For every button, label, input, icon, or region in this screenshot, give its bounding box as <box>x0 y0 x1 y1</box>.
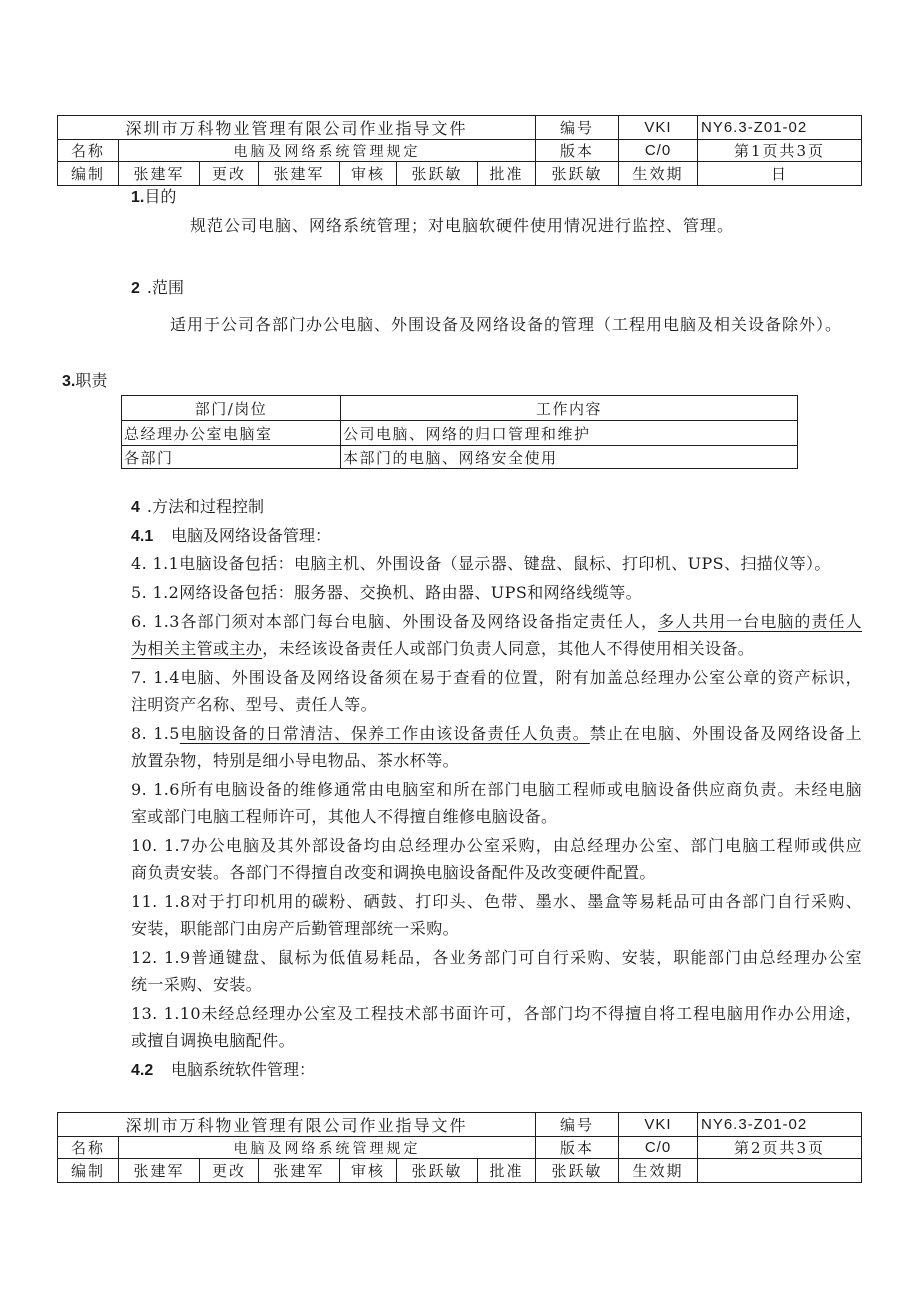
version-value: C/0 <box>619 1137 697 1158</box>
item-line <box>131 944 862 971</box>
effective-date-value: 日 <box>698 162 861 185</box>
underlined-text: 多人共用一台电脑的责任人 <box>658 612 862 631</box>
review-label: 审核 <box>340 162 396 185</box>
code-label: 编号 <box>536 1113 618 1136</box>
version-label: 版本 <box>536 1137 618 1158</box>
item-text: 室或部门电脑工程师许可，其他人不得擅自维修电脑设备。 <box>131 807 558 826</box>
responsibilities-table <box>121 395 798 469</box>
item-line <box>131 1027 862 1054</box>
document-header-table <box>57 115 862 186</box>
purpose-text: 规范公司电脑、网络系统管理；对电脑软硬件使用情况进行监控、管理。 <box>190 216 735 235</box>
item-line <box>131 550 862 577</box>
item-text: 10. 1.7办公电脑及其外部设备均由总经理办公室采购，由总经理办公室、部门电脑工程师或供应 <box>131 836 862 855</box>
list-item <box>131 608 862 662</box>
section-number: 2 <box>131 280 140 297</box>
code-value: NY6.3-Z01-02 <box>698 1113 861 1136</box>
company-title: 深圳市万科物业管理有限公司作业指导文件 <box>58 1113 535 1136</box>
item-text: 12. 1.9普通键盘、鼠标为低值易耗品，各业务部门可自行采购、安装，职能部门由总经理办公室 <box>131 948 862 967</box>
scope-text: 适用于公司各部门办公电脑、外围设备及网络设备的管理（工程用电脑及相关设备除外）。 <box>170 315 843 334</box>
item-line <box>131 832 862 859</box>
table-cell-duties: 本部门的电脑、网络安全使用 <box>341 446 797 468</box>
section-scope-heading <box>131 277 184 300</box>
underlined-text: 电脑设备的日常清洁、保养工作由该设备责任人负责。 <box>179 724 590 743</box>
section-methods-heading <box>131 496 264 519</box>
subsection-title: 电脑及网络设备管理： <box>171 526 332 545</box>
subsection-number: 4.2 <box>131 1062 154 1079</box>
compiled-label: 编制 <box>58 1159 118 1182</box>
effective-label: 生效期 <box>619 162 697 185</box>
code-label: 编号 <box>536 116 618 139</box>
item-text: 或擅自调换电脑配件。 <box>131 1031 296 1050</box>
list-item <box>131 1000 862 1054</box>
compiled-by: 张建军 <box>119 1159 199 1182</box>
code-prefix: VKI <box>619 1113 697 1136</box>
company-title: 深圳市万科物业管理有限公司作业指导文件 <box>58 116 535 139</box>
item-text: 4. 1.1电脑设备包括：电脑主机、外围设备（显示器、键盘、鼠标、打印机、UPS、扫描仪等）。 <box>131 554 831 573</box>
list-item <box>131 664 862 718</box>
item-text: 8. 1.5 <box>131 724 180 743</box>
table-cell-department: 各部门 <box>122 446 340 468</box>
section-number: 1. <box>131 189 145 206</box>
table-cell-department: 总经理办公室电脑室 <box>122 421 340 445</box>
underlined-text: 为相关主管或主办 <box>131 639 263 658</box>
item-line <box>131 664 862 691</box>
subsection-heading <box>131 525 331 548</box>
effective-date-value <box>698 1159 861 1182</box>
item-line <box>131 691 862 718</box>
item-text: 5. 1.2网络设备包括：服务器、交换机、路由器、UPS和网络线缆等。 <box>131 583 643 602</box>
item-line <box>131 720 862 747</box>
name-label: 名称 <box>58 140 118 161</box>
item-line <box>131 971 862 998</box>
item-text: 9. 1.6所有电脑设备的维修通常由电脑室和所在部门电脑工程师或电脑设备供应商负责。未经电脑 <box>131 780 862 799</box>
approved-by: 张跃敏 <box>536 1159 618 1182</box>
item-line <box>131 579 862 606</box>
item-text: 注明资产名称、型号、责任人等。 <box>131 695 378 714</box>
effective-label: 生效期 <box>619 1159 697 1182</box>
section-number: 4 <box>131 499 140 516</box>
item-line <box>131 888 862 915</box>
section-title: 目的 <box>144 187 177 206</box>
section-number: 3. <box>62 373 76 390</box>
document-name: 电脑及网络系统管理规定 <box>119 1137 535 1158</box>
item-line <box>131 635 862 662</box>
subsection-number: 4.1 <box>131 528 154 545</box>
section-title: .范围 <box>146 278 184 297</box>
item-line <box>131 776 862 803</box>
subsection-title: 电脑系统软件管理： <box>171 1060 316 1079</box>
page-number: 第2页共3页 <box>698 1137 861 1158</box>
table-cell-duties: 公司电脑、网络的归口管理和维护 <box>341 421 797 445</box>
item-text: 7. 1.4电脑、外围设备及网络设备须在易于查看的位置，附有加盖总经理办公室公章的资产标识， <box>131 668 862 687</box>
item-text: 禁止在电脑、外围设备及网络设备上 <box>589 724 862 743</box>
method-list <box>131 550 862 1054</box>
page-number: 第1页共3页 <box>698 140 861 161</box>
item-text: 11. 1.8对于打印机用的碳粉、硒鼓、打印头、色带、墨水、墨盒等易耗品可由各部门自行采购、 <box>131 892 862 911</box>
reviewed-by: 张跃敏 <box>397 162 477 185</box>
item-line <box>131 915 862 942</box>
code-prefix: VKI <box>619 116 697 139</box>
code-value: NY6.3-Z01-02 <box>698 116 861 139</box>
column-header-department: 部门/岗位 <box>122 396 340 420</box>
item-line <box>131 747 862 774</box>
document-name: 电脑及网络系统管理规定 <box>119 140 535 161</box>
changed-by: 张建军 <box>259 162 339 185</box>
list-item <box>131 776 862 830</box>
item-text: 商负责安装。各部门不得擅自改变和调换电脑设备配件及改变硬件配置。 <box>131 863 656 882</box>
list-item <box>131 944 862 998</box>
changed-by: 张建军 <box>259 1159 339 1182</box>
item-text: 13. 1.10未经总经理办公室及工程技术部书面许可，各部门均不得擅自将工程电脑用作办公用途， <box>131 1004 862 1023</box>
version-value: C/0 <box>619 140 697 161</box>
section-title: .方法和过程控制 <box>146 497 264 516</box>
list-item <box>131 720 862 774</box>
approved-by: 张跃敏 <box>536 162 618 185</box>
approve-label: 批准 <box>478 1159 535 1182</box>
item-line <box>131 859 862 886</box>
item-line <box>131 608 862 635</box>
item-text: 放置杂物，特别是细小导电物品、茶水杯等。 <box>131 751 460 770</box>
name-label: 名称 <box>58 1137 118 1158</box>
document-header-table <box>57 1112 862 1183</box>
list-item <box>131 550 862 577</box>
version-label: 版本 <box>536 140 618 161</box>
compiled-label: 编制 <box>58 162 118 185</box>
section-responsibilities-heading <box>62 370 107 393</box>
section-title: 职责 <box>75 371 108 390</box>
item-text: 统一采购、安装。 <box>131 975 263 994</box>
item-text: 安装，职能部门由房产后勤管理部统一采购。 <box>131 919 460 938</box>
subsection-heading <box>131 1059 315 1082</box>
compiled-by: 张建军 <box>119 162 199 185</box>
review-label: 审核 <box>340 1159 396 1182</box>
changed-label: 更改 <box>200 1159 258 1182</box>
item-line <box>131 1000 862 1027</box>
list-item <box>131 888 862 942</box>
changed-label: 更改 <box>200 162 258 185</box>
reviewed-by: 张跃敏 <box>397 1159 477 1182</box>
item-text: ，未经该设备责任人或部门负责人同意，其他人不得使用相关设备。 <box>262 639 755 658</box>
column-header-duties: 工作内容 <box>341 396 797 420</box>
item-line <box>131 803 862 830</box>
item-text: 6. 1.3各部门须对本部门每台电脑、外围设备及网络设备指定责任人， <box>131 612 658 631</box>
list-item <box>131 579 862 606</box>
list-item <box>131 832 862 886</box>
approve-label: 批准 <box>478 162 535 185</box>
section-purpose-heading <box>131 186 176 209</box>
